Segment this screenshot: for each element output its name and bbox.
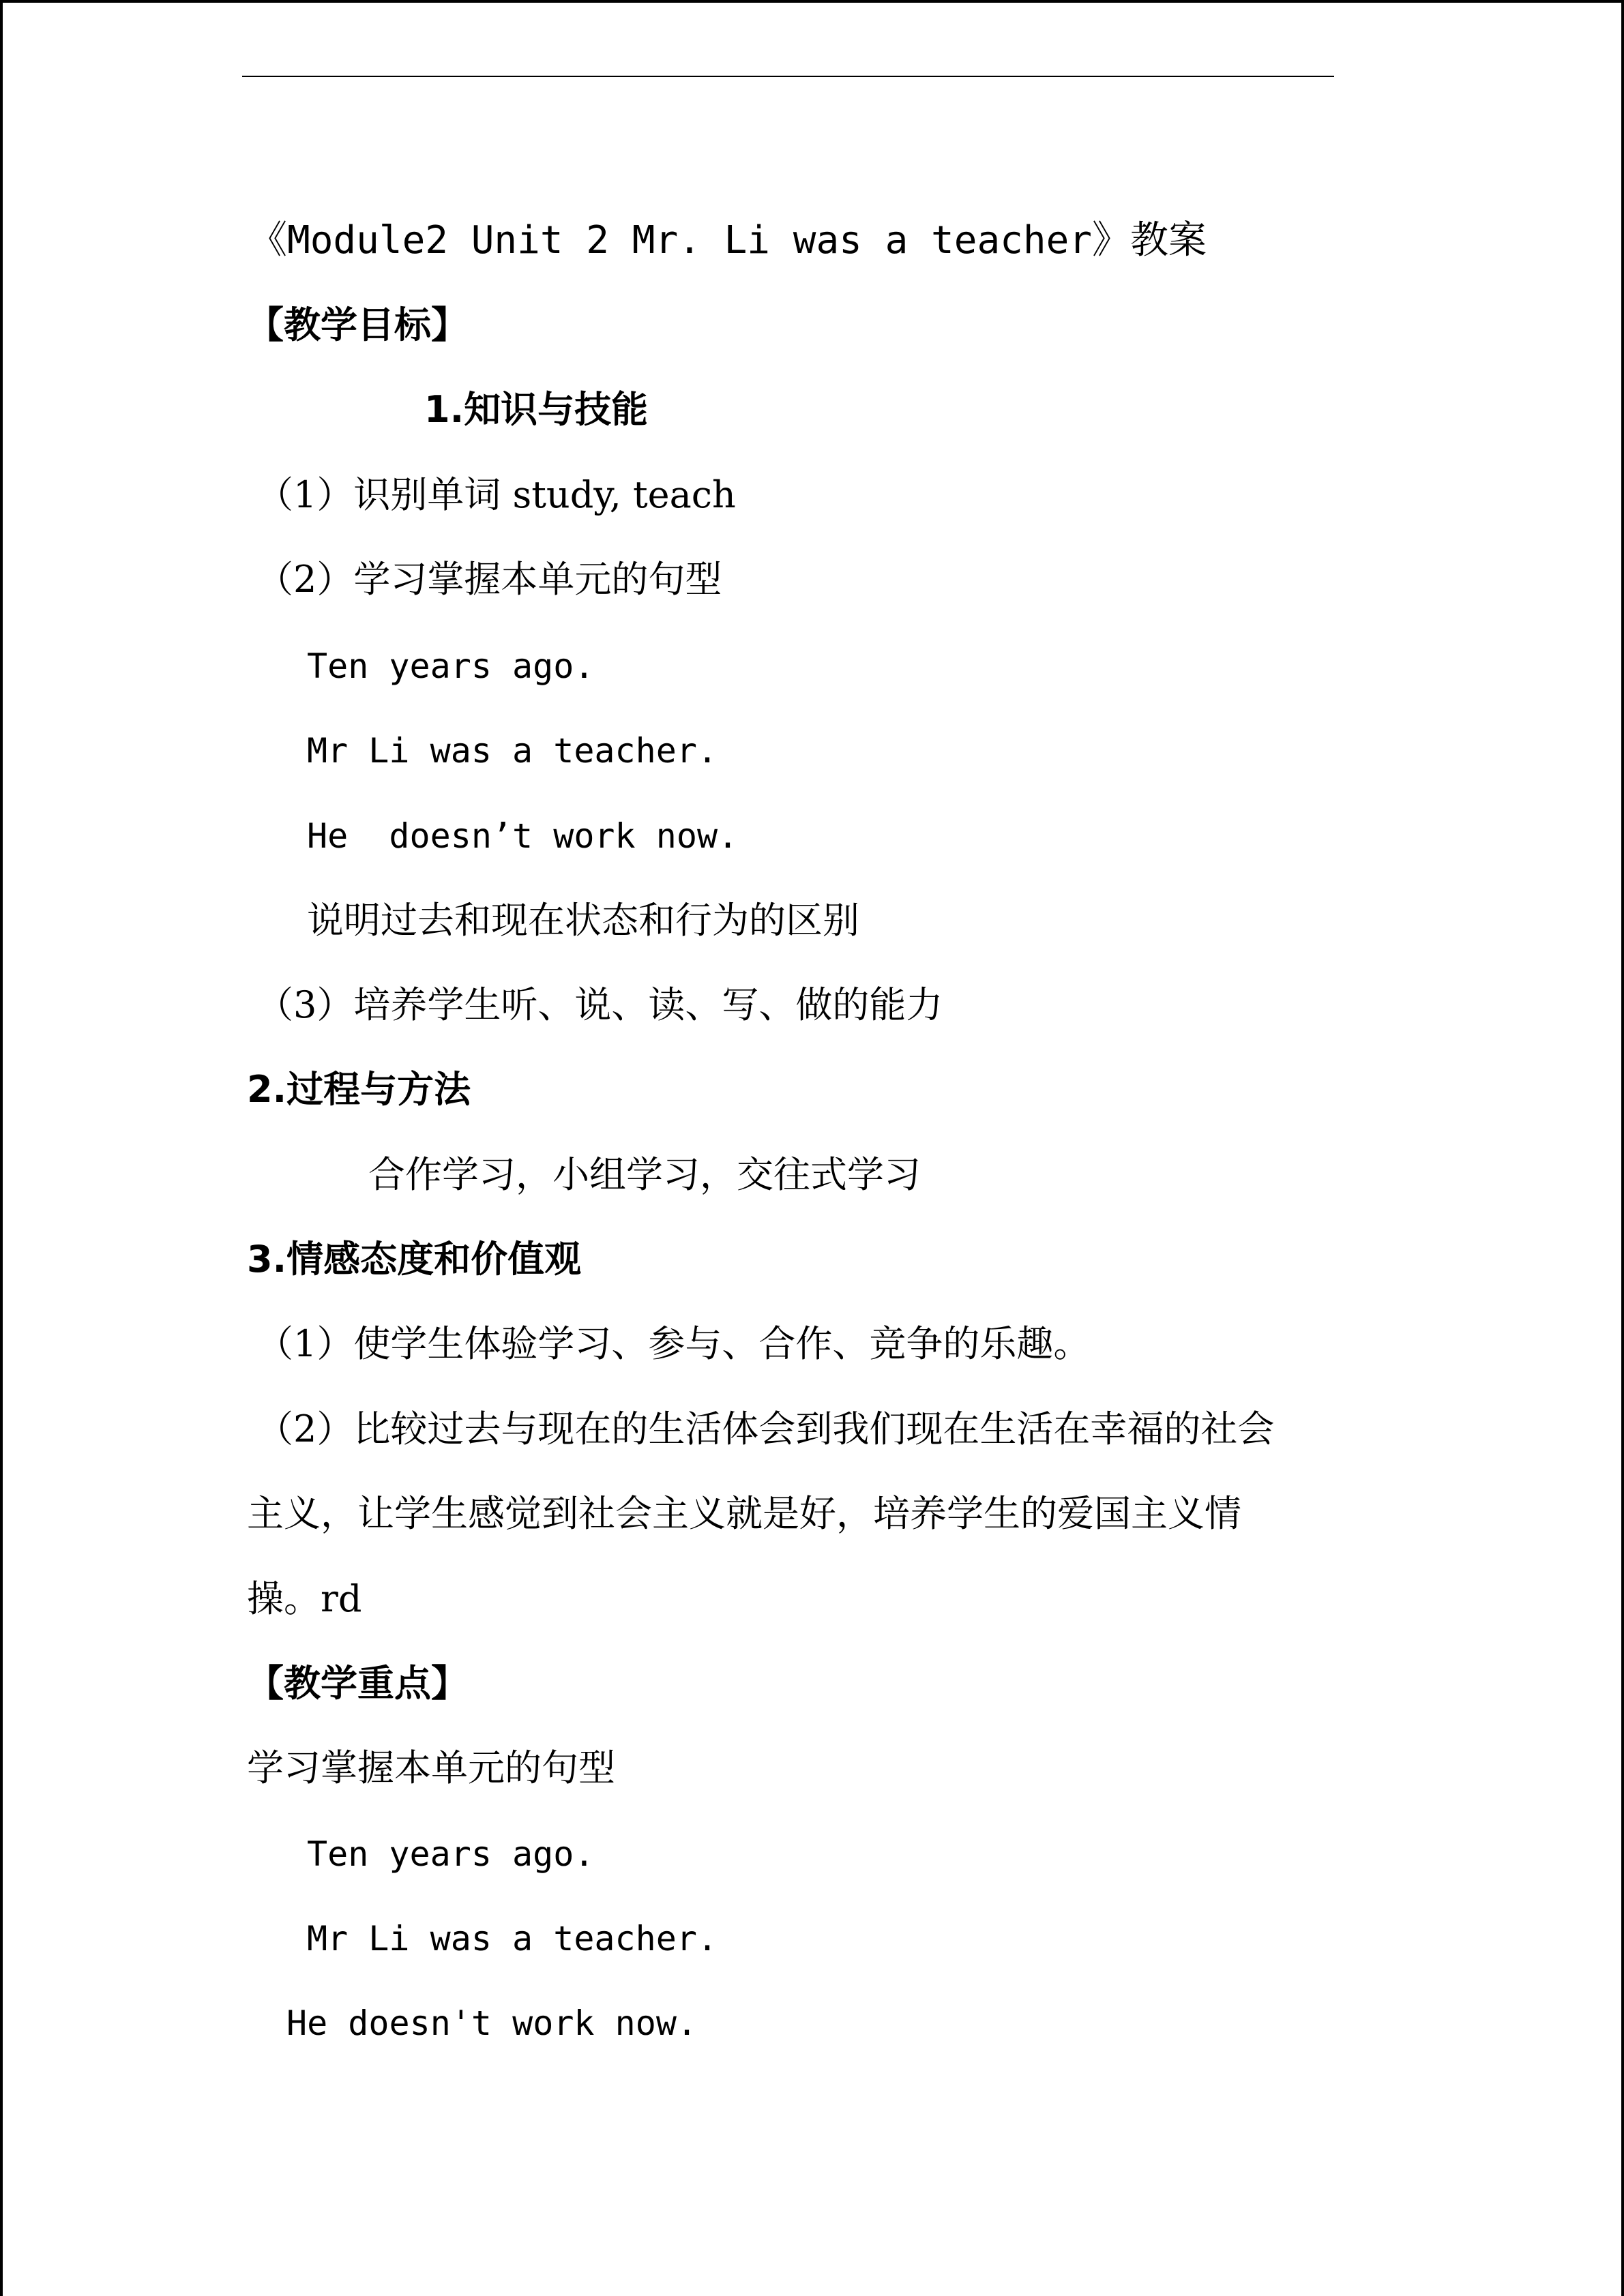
attitude-item-2-line-1: （2）比较过去与现在的生活体会到我们现在生活在幸福的社会 [256, 1407, 1275, 1450]
key-sentence-1: Ten years ago. [307, 1834, 595, 1874]
key-points-heading: 【教学重点】 [247, 1662, 468, 1705]
header-rule [242, 76, 1334, 77]
example-sentence-1: Ten years ago. [307, 646, 595, 686]
objective-item-2: （2）学习掌握本单元的句型 [256, 558, 722, 601]
document-title: 《Module2 Unit 2 Mr. Li was a teacher》教案 [249, 218, 1207, 263]
attitude-item-2-line-2: 主义，让学生感觉到社会主义就是好，培养学生的爱国主义情 [247, 1492, 1241, 1535]
example-sentence-2: Mr Li was a teacher. [307, 731, 718, 771]
objective-item-1: （1）识别单词 study, teach [256, 473, 736, 516]
explanation-text: 说明过去和现在状态和行为的区别 [307, 899, 859, 942]
process-text: 合作学习，小组学习，交往式学习 [368, 1153, 921, 1196]
attitude-item-1: （1）使学生体验学习、参与、合作、竞争的乐趣。 [256, 1322, 1091, 1365]
attitude-item-2-line-3: 操。rd [247, 1577, 362, 1620]
example-sentence-3: He doesn’t work now. [307, 816, 739, 856]
key-sentence-3: He doesn't work now. [286, 2003, 698, 2043]
process-heading: 2.过程与方法 [247, 1068, 471, 1111]
attitude-heading: 3.情感态度和价值观 [247, 1238, 582, 1281]
key-sentence-2: Mr Li was a teacher. [307, 1919, 718, 1958]
key-points-text: 学习掌握本单元的句型 [247, 1746, 615, 1789]
knowledge-heading: 1.知识与技能 [424, 388, 649, 431]
objective-item-3: （3）培养学生听、说、读、写、做的能力 [256, 983, 943, 1026]
objectives-heading: 【教学目标】 [247, 303, 468, 346]
